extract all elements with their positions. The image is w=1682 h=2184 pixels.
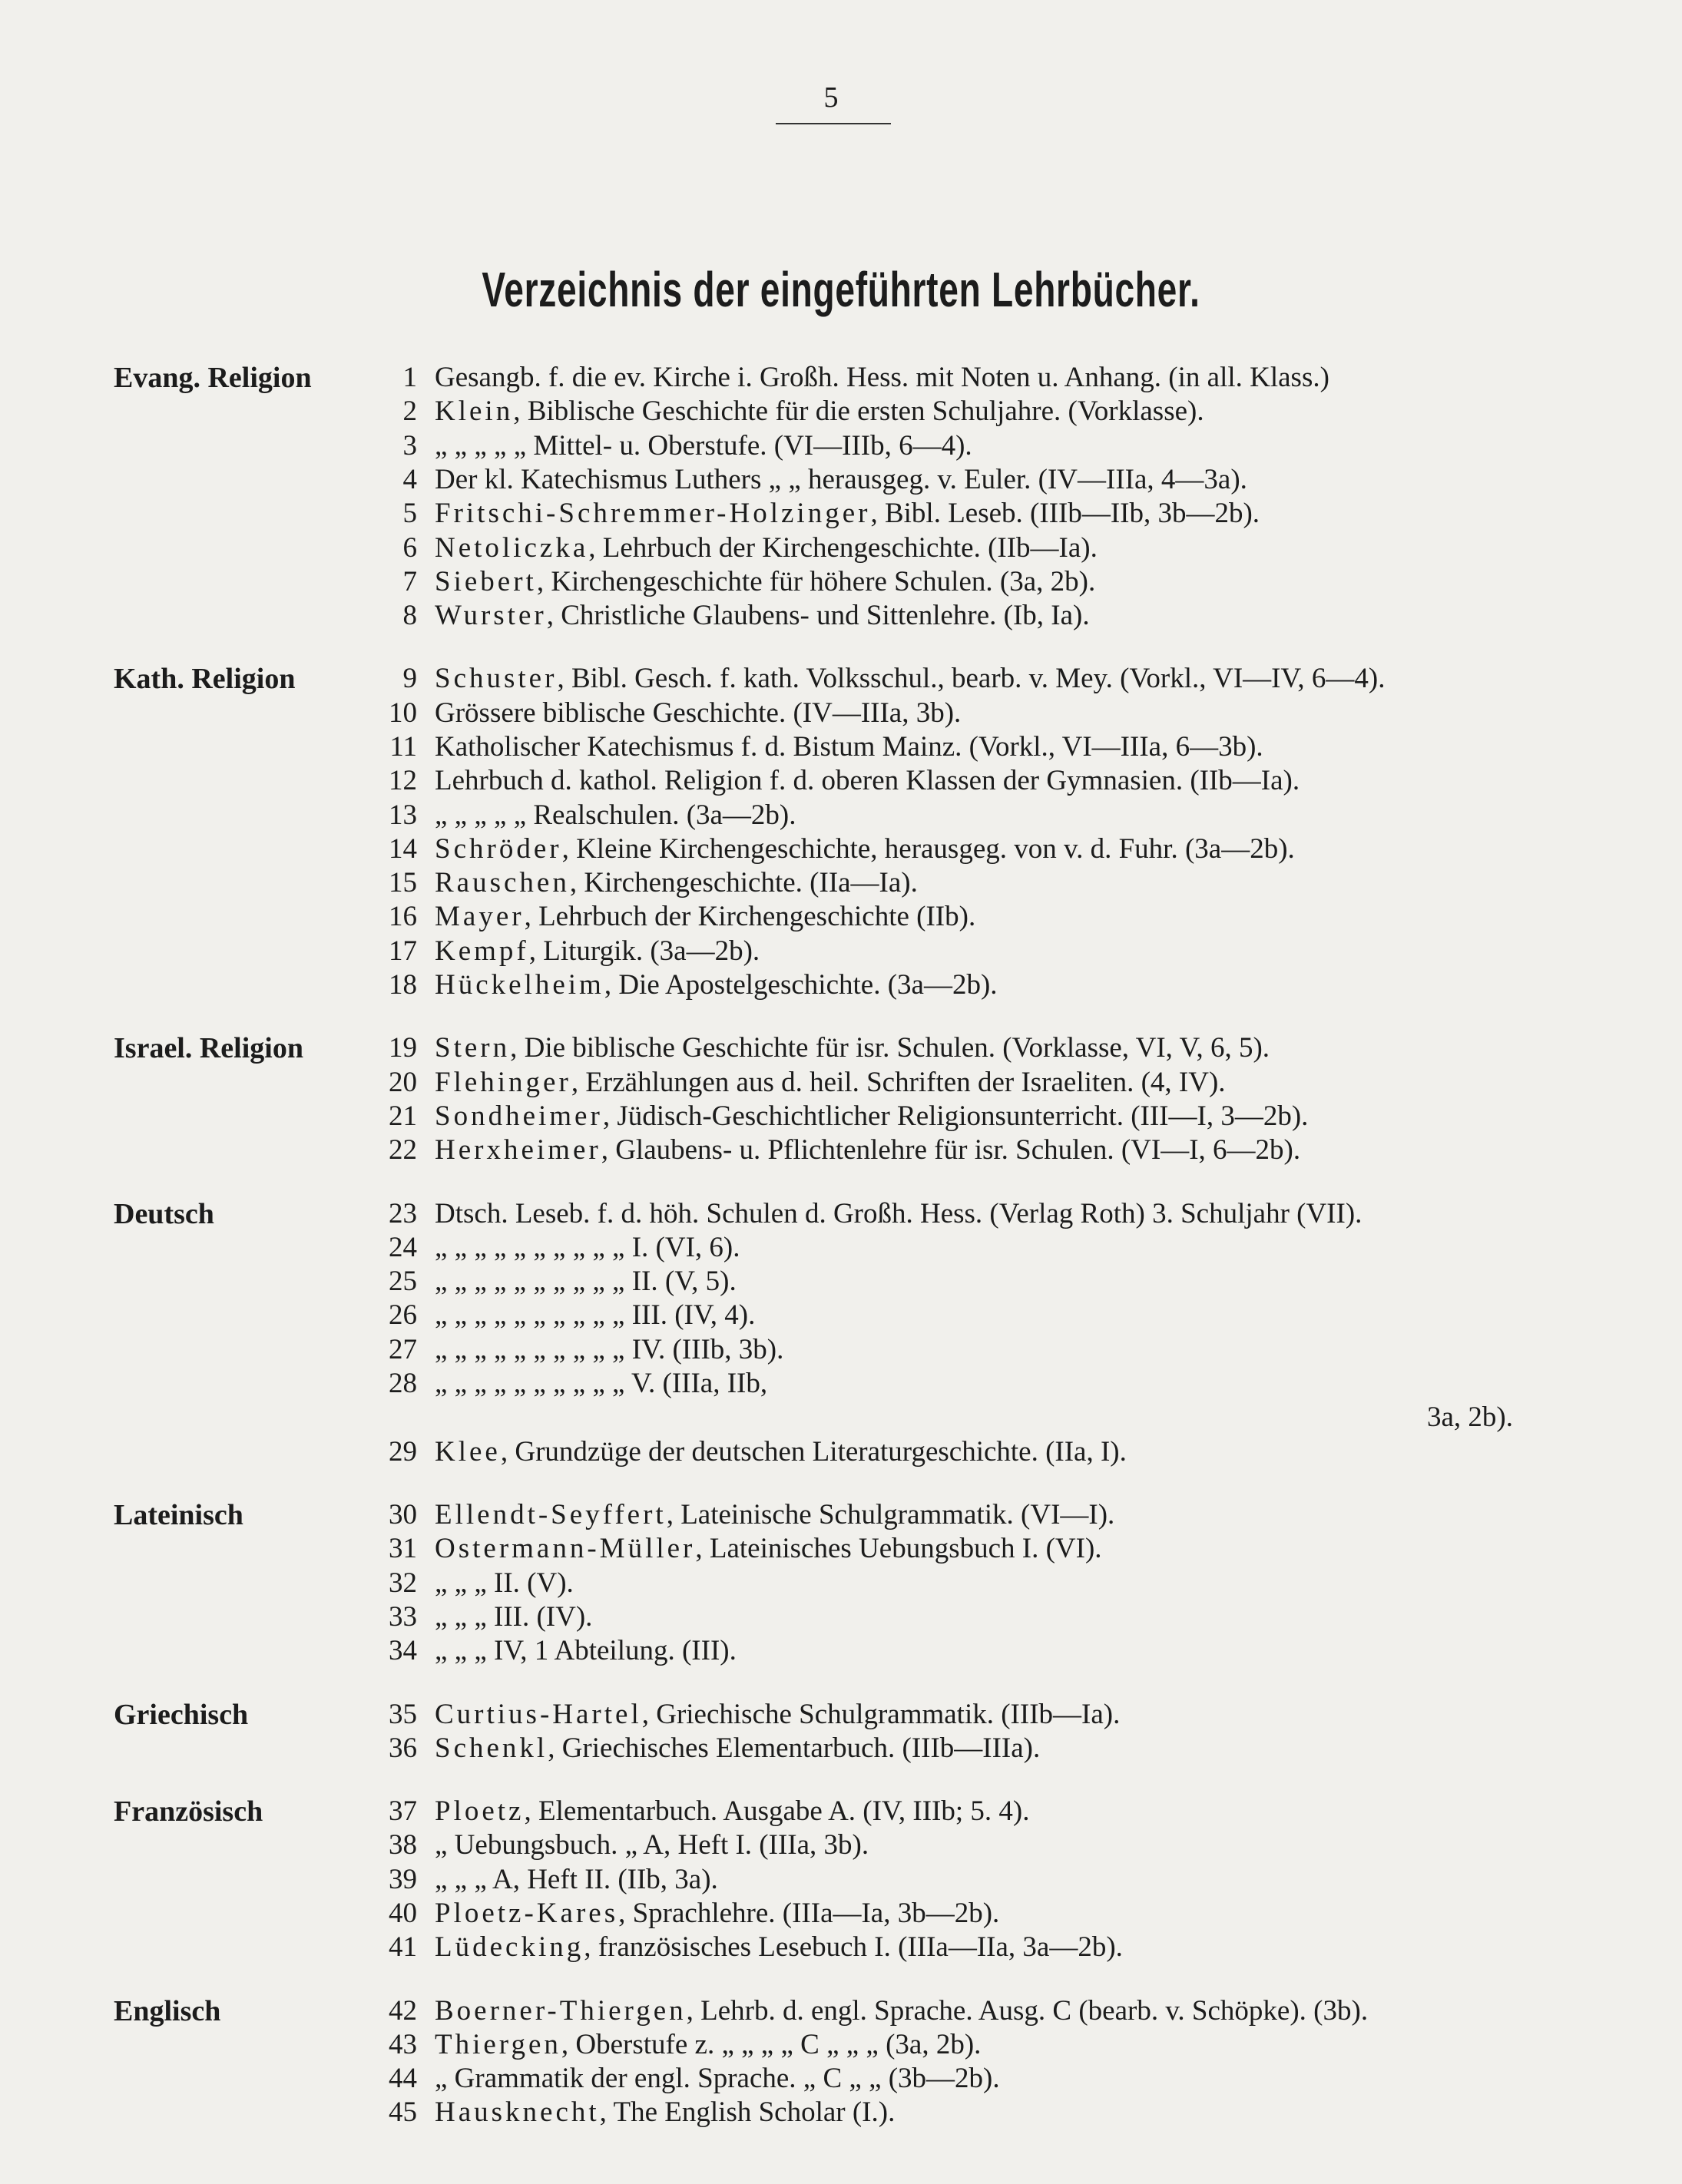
book-entry (0, 1197, 1682, 1231)
entry-text (435, 1498, 1114, 1532)
entry-author: Wurster (435, 600, 547, 632)
entry-number: 5 (402, 498, 417, 530)
entry-title: „ „ „ „ „ Realschulen. (3a—2b). (435, 799, 796, 831)
entry-title: „ „ „ A, Heft II. (IIb, 3a). (435, 1863, 718, 1895)
page-number-rule (776, 123, 891, 124)
entry-text (435, 1732, 1040, 1765)
book-entry (0, 832, 1682, 866)
book-entry (0, 1100, 1682, 1133)
entry-title: , Elementarbuch. Ausgabe A. (IV, IIIb; 5. 4). (524, 1795, 1030, 1828)
entry-number: 3 (402, 429, 417, 462)
book-entry (0, 1401, 1682, 1434)
entry-text (435, 1828, 869, 1862)
entry-number: 23 (389, 1197, 417, 1229)
book-entry (0, 1066, 1682, 1100)
book-entry (0, 599, 1682, 633)
book-entry (0, 1333, 1682, 1367)
entry-text (435, 1897, 999, 1931)
entry-text (435, 1133, 1300, 1167)
entry-title: , Die biblische Geschichte für isr. Schulen. (Vorklasse, VI, V, 6, 5). (510, 1032, 1270, 1064)
entry-title: Lehrbuch d. kathol. Religion f. d. oberen Klassen der Gymnasien. (IIb—Ia). (435, 765, 1300, 797)
entry-number: 10 (389, 697, 417, 729)
entry-author: Lüdecking (435, 1931, 584, 1964)
entry-text (435, 900, 975, 934)
entry-number: 11 (389, 730, 417, 763)
entry-author: Sondheimer (435, 1100, 603, 1132)
entry-number: 31 (389, 1533, 417, 1565)
entry-number: 9 (402, 663, 417, 695)
book-entry (0, 866, 1682, 900)
entry-title: , Sprachlehre. (IIIa—Ia, 3b—2b). (618, 1897, 1000, 1929)
entry-text (435, 2062, 1000, 2096)
entry-text (435, 832, 1295, 866)
book-entry (0, 1698, 1682, 1732)
entry-text (435, 764, 1300, 798)
subject-heading: Deutsch (114, 1197, 214, 1230)
entry-title: , Lateinische Schulgrammatik. (VI—I). (666, 1499, 1115, 1530)
book-entry (0, 1299, 1682, 1332)
entry-title: , Biblische Geschichte für die ersten Schuljahre. (Vorklasse). (513, 395, 1204, 428)
entry-title: „ „ „ III. (IV). (435, 1600, 593, 1633)
subject-heading: Kath. Religion (114, 663, 296, 696)
entry-text (435, 799, 796, 832)
book-entry (0, 935, 1682, 968)
book-entry (0, 1031, 1682, 1065)
entry-number: 27 (389, 1333, 417, 1365)
entry-text (435, 599, 1090, 633)
entry-title: , Kirchengeschichte. (IIa—Ia). (569, 867, 918, 899)
entry-title: Grössere biblische Geschichte. (IV—IIIa, 3b). (435, 697, 962, 729)
entry-number: 1 (402, 362, 417, 393)
entry-text (435, 463, 1247, 497)
entry-title: Dtsch. Leseb. f. d. höh. Schulen d. Großh. Hess. (Verlag Roth) 3. Schuljahr (VII). (435, 1197, 1362, 1229)
entry-number: 42 (389, 1994, 417, 2027)
book-entry (0, 429, 1682, 463)
entry-author: Thiergen (435, 2028, 561, 2060)
entry-author: Hausknecht (435, 2096, 600, 2129)
entry-author: Klein (435, 395, 514, 428)
entry-author: Schuster (435, 663, 558, 695)
entry-number: 33 (389, 1600, 417, 1633)
book-entry (0, 1732, 1682, 1765)
book-entry (0, 1435, 1682, 1469)
entry-title: , Lehrbuch der Kirchengeschichte (IIb). (524, 901, 976, 933)
entry-text (435, 2028, 981, 2062)
entry-text (435, 730, 1263, 764)
entry-title: , Lateinisches Uebungsbuch I. (VI). (695, 1533, 1102, 1565)
entry-text (435, 697, 961, 730)
entry-number: 7 (402, 565, 417, 597)
entry-author: Boerner-Thiergen (435, 1994, 687, 2027)
entry-title: , Bibl. Gesch. f. kath. Volksschul., bearb. v. Mey. (Vorkl., VI—IV, 6—4). (557, 663, 1386, 695)
entry-number: 44 (389, 2063, 417, 2095)
entry-text (435, 662, 1386, 696)
entry-title: , Griechische Schulgrammatik. (IIIb—Ia). (641, 1698, 1121, 1730)
entry-title: Der kl. Katechismus Luthers „ „ herausgeg. v. Euler. (IV—IIIa, 4—3a). (435, 463, 1247, 495)
entry-author: Kempf (435, 935, 529, 967)
book-entry (0, 1897, 1682, 1931)
entry-title: „ „ „ II. (V). (435, 1567, 574, 1599)
book-entry (0, 1828, 1682, 1862)
entry-text (435, 1698, 1120, 1732)
entry-text (435, 497, 1260, 531)
entry-number: 13 (389, 799, 417, 831)
book-entry (0, 565, 1682, 599)
entry-number: 18 (389, 969, 417, 1001)
entry-number: 25 (389, 1266, 417, 1298)
entry-text (435, 1100, 1308, 1133)
entry-title: , Kleine Kirchengeschichte, herausgeg. von v. d. Fuhr. (3a—2b). (561, 832, 1295, 865)
entry-number: 35 (389, 1698, 417, 1730)
book-entry (0, 1567, 1682, 1600)
entry-number: 29 (389, 1435, 417, 1468)
entry-author: Flehinger (435, 1066, 571, 1098)
entry-title: , Oberstufe z. „ „ „ „ C „ „ „ (3a, 2b). (561, 2028, 982, 2060)
entry-text (435, 1994, 1368, 2028)
entry-number: 14 (389, 832, 417, 865)
entry-title: , Erzählungen aus d. heil. Schriften der Israeliten. (4, IV). (571, 1066, 1226, 1098)
entry-text (435, 2096, 895, 2129)
entry-number: 8 (402, 600, 417, 632)
entry-text (435, 361, 1329, 395)
entry-title: 3a, 2b). (1427, 1401, 1513, 1434)
book-entry (0, 2096, 1682, 2129)
entry-text (435, 1634, 737, 1668)
subject-heading: Griechisch (114, 1698, 249, 1731)
entry-author: Mayer (435, 901, 525, 933)
entry-text (435, 565, 1095, 599)
book-entry (0, 1133, 1682, 1167)
book-entry (0, 900, 1682, 934)
book-entry (0, 1634, 1682, 1668)
book-entry (0, 697, 1682, 730)
entry-number: 21 (389, 1100, 417, 1132)
entry-number: 4 (402, 463, 417, 495)
entry-number: 28 (389, 1368, 417, 1400)
book-entry (0, 1994, 1682, 2028)
entry-text (435, 1600, 592, 1634)
entry-author: Schenkl (435, 1732, 548, 1764)
subject-heading: Israel. Religion (114, 1032, 303, 1065)
entry-title: , französisches Lesebuch I. (IIIa—IIa, 3a—2b). (584, 1931, 1123, 1964)
entry-number: 30 (389, 1499, 417, 1530)
book-entry (0, 799, 1682, 832)
entry-title: „ „ „ IV, 1 Abteilung. (III). (435, 1635, 737, 1667)
entry-number: 40 (389, 1897, 417, 1929)
entry-number: 32 (389, 1567, 417, 1599)
entry-text (435, 1532, 1102, 1566)
entry-number: 17 (389, 935, 417, 967)
entry-text (435, 1066, 1226, 1100)
entry-title: , Jüdisch-Geschichtlicher Religionsunterricht. (III—I, 3—2b). (602, 1100, 1309, 1132)
entry-author: Fritschi-Schremmer-Holzinger (435, 498, 871, 530)
entry-author: Ellendt-Seyffert (435, 1499, 667, 1530)
entry-text (435, 1931, 1123, 1964)
entry-number: 34 (389, 1635, 417, 1667)
entry-number: 19 (389, 1032, 417, 1064)
entry-author: Klee (435, 1435, 501, 1468)
entry-title: „ Grammatik der engl. Sprache. „ C „ „ (3b—2b). (435, 2063, 1000, 2095)
entry-author: Stern (435, 1032, 511, 1064)
book-entry (0, 1795, 1682, 1828)
entry-text (435, 866, 918, 900)
book-entry (0, 497, 1682, 531)
entry-title: , Glaubens- u. Pflichtenlehre für isr. Schulen. (VI—I, 6—2b). (601, 1134, 1301, 1166)
page-number: 5 (823, 81, 839, 114)
entry-number: 6 (402, 531, 417, 564)
book-entry (0, 1265, 1682, 1299)
entry-number: 15 (389, 867, 417, 899)
entry-title: , Griechisches Elementarbuch. (IIIb—IIIa). (548, 1732, 1041, 1764)
book-entry (0, 395, 1682, 429)
entry-author: Ploetz (435, 1795, 525, 1828)
entry-title: , Kirchengeschichte für höhere Schulen. (3a, 2b). (536, 565, 1096, 597)
book-entry (0, 1931, 1682, 1964)
entry-number: 2 (402, 395, 417, 428)
entry-title: , Lehrbuch der Kirchengeschichte. (IIb—Ia). (588, 531, 1098, 564)
book-entry (0, 764, 1682, 798)
entry-author: Schröder (435, 832, 562, 865)
entry-number: 22 (389, 1134, 417, 1166)
entry-title: „ Uebungsbuch. „ A, Heft I. (IIIa, 3b). (435, 1829, 869, 1861)
entry-title: „ „ „ „ „ „ „ „ „ „ I. (VI, 6). (435, 1231, 740, 1263)
entry-title: , The English Scholar (I.). (599, 2096, 896, 2129)
entry-number: 38 (389, 1829, 417, 1861)
book-entry (0, 1863, 1682, 1897)
entry-number: 45 (389, 2096, 417, 2129)
book-entry (0, 1498, 1682, 1532)
entry-title: , Lehrb. d. engl. Sprache. Ausg. C (bearb. v. Schöpke). (3b). (686, 1994, 1369, 2027)
entry-number: 36 (389, 1732, 417, 1764)
book-entry (0, 531, 1682, 565)
entry-title: , Die Apostelgeschichte. (3a—2b). (604, 969, 998, 1001)
entry-text (435, 1795, 1029, 1828)
entry-title: , Grundzüge der deutschen Literaturgeschichte. (IIa, I). (500, 1435, 1127, 1468)
entry-title: „ „ „ „ „ „ „ „ „ „ II. (V, 5). (435, 1266, 737, 1298)
entry-author: Curtius-Hartel (435, 1698, 642, 1730)
entry-text (435, 429, 972, 463)
entry-text (435, 1435, 1127, 1469)
entry-number: 41 (389, 1931, 417, 1964)
entry-text (435, 1863, 718, 1897)
book-entry (0, 2028, 1682, 2062)
book-entry (0, 730, 1682, 764)
entry-number: 39 (389, 1863, 417, 1895)
book-entry (0, 1532, 1682, 1566)
book-entry (0, 968, 1682, 1002)
entry-title: Gesangb. f. die ev. Kirche i. Großh. Hess. mit Noten u. Anhang. (in all. Klass.) (435, 362, 1329, 393)
book-entry (0, 463, 1682, 497)
entry-title: , Liturgik. (3a—2b). (528, 935, 760, 967)
entry-author: Rauschen (435, 867, 570, 899)
entry-text (435, 1299, 755, 1332)
entry-text (435, 935, 760, 968)
entry-number: 16 (389, 901, 417, 933)
entry-author: Herxheimer (435, 1134, 601, 1166)
page-title: Verzeichnis der eingeführten Lehrbücher. (482, 262, 1200, 317)
entry-author: Hückelheim (435, 969, 604, 1001)
entry-text (435, 1367, 767, 1401)
entry-title: Katholischer Katechismus f. d. Bistum Mainz. (Vorkl., VI—IIIa, 6—3b). (435, 730, 1263, 763)
entry-text (435, 1567, 574, 1600)
entry-text (435, 1197, 1362, 1231)
book-entry (0, 1367, 1682, 1401)
subject-heading: Evang. Religion (114, 362, 312, 394)
entry-number: 37 (389, 1795, 417, 1828)
entry-title: , Bibl. Leseb. (IIIb—IIb, 3b—2b). (870, 498, 1260, 530)
entry-title: „ „ „ „ „ „ „ „ „ „ V. (IIIa, IIb, (435, 1368, 768, 1400)
book-entry (0, 361, 1682, 395)
entry-number: 26 (389, 1299, 417, 1332)
entry-text (435, 1265, 737, 1299)
entry-title: „ „ „ „ „ „ „ „ „ „ III. (IV, 4). (435, 1299, 756, 1332)
entry-text (435, 531, 1098, 565)
book-entry (0, 1600, 1682, 1634)
book-entry (0, 1231, 1682, 1265)
entry-title: „ „ „ „ „ „ „ „ „ „ IV. (IIIb, 3b). (435, 1333, 784, 1365)
entry-text (435, 1333, 783, 1367)
entry-text (1427, 1401, 1513, 1434)
book-entry (0, 662, 1682, 696)
entry-author: Ostermann-Müller (435, 1533, 696, 1565)
entry-number: 24 (389, 1231, 417, 1263)
subject-heading: Englisch (114, 1994, 221, 2027)
entry-author: Ploetz-Kares (435, 1897, 619, 1929)
entry-text (435, 1231, 740, 1265)
subject-heading: Französisch (114, 1795, 263, 1828)
entry-number: 12 (389, 765, 417, 797)
entry-title: „ „ „ „ „ Mittel- u. Oberstufe. (VI—IIIb, 6—4). (435, 429, 972, 462)
book-entry (0, 2062, 1682, 2096)
entry-author: Netoliczka (435, 531, 589, 564)
entry-title: , Christliche Glaubens- und Sittenlehre. (Ib, Ia). (546, 600, 1090, 632)
entry-text (435, 395, 1204, 429)
subject-heading: Lateinisch (114, 1499, 243, 1531)
entry-author: Siebert (435, 565, 537, 597)
entry-text (435, 1031, 1270, 1065)
entry-number: 20 (389, 1066, 417, 1098)
entry-text (435, 968, 998, 1002)
entry-number: 43 (389, 2028, 417, 2060)
